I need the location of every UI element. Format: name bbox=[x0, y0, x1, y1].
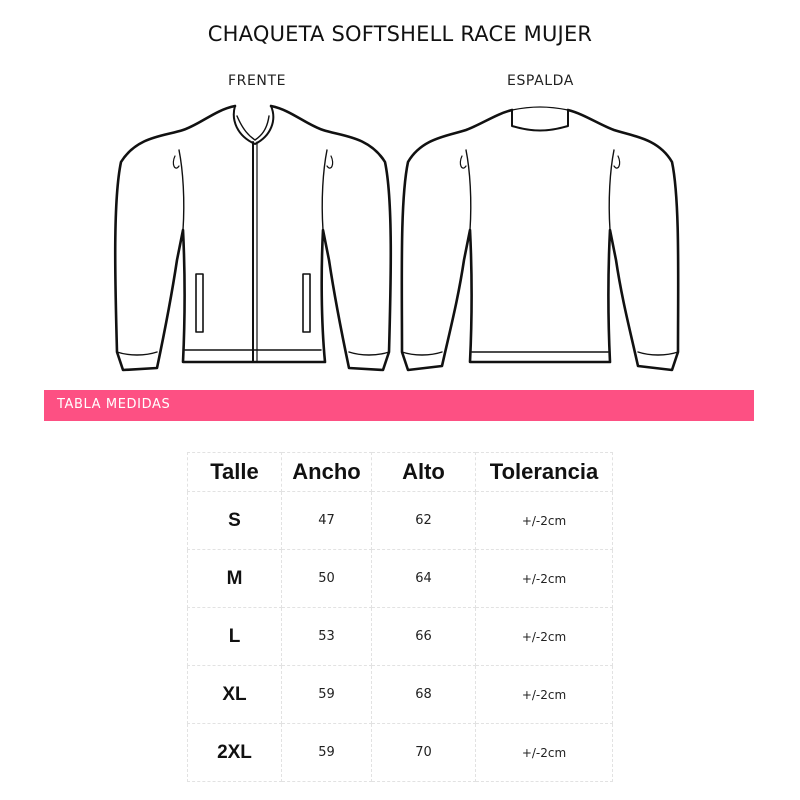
tolerance-cell: +/-2cm bbox=[476, 608, 613, 666]
column-header-ancho: Ancho bbox=[282, 453, 372, 492]
page-title: CHAQUETA SOFTSHELL RACE MUJER bbox=[207, 22, 593, 46]
table-row bbox=[188, 666, 613, 724]
size-cell: L bbox=[188, 608, 282, 666]
table-row bbox=[188, 724, 613, 782]
height-cell: 68 bbox=[372, 666, 476, 724]
tolerance-cell: +/-2cm bbox=[476, 666, 613, 724]
jacket-back-icon bbox=[392, 100, 688, 378]
size-cell: XL bbox=[188, 666, 282, 724]
height-cell: 62 bbox=[372, 492, 476, 550]
width-cell: 59 bbox=[282, 666, 372, 724]
width-cell: 59 bbox=[282, 724, 372, 782]
width-cell: 50 bbox=[282, 550, 372, 608]
size-cell: S bbox=[188, 492, 282, 550]
tolerance-cell: +/-2cm bbox=[476, 492, 613, 550]
back-view-label: ESPALDA bbox=[507, 73, 574, 89]
tolerance-cell: +/-2cm bbox=[476, 550, 613, 608]
front-view-label: FRENTE bbox=[228, 73, 287, 89]
height-cell: 66 bbox=[372, 608, 476, 666]
column-header-alto: Alto bbox=[372, 453, 476, 492]
size-cell: 2XL bbox=[188, 724, 282, 782]
band-label: TABLA MEDIDAS bbox=[57, 397, 171, 412]
table-row bbox=[188, 492, 613, 550]
column-header-tolerancia: Tolerancia bbox=[476, 453, 613, 492]
tolerance-cell: +/-2cm bbox=[476, 724, 613, 782]
jacket-front-icon bbox=[105, 100, 401, 378]
table-header-row bbox=[188, 453, 613, 492]
size-table bbox=[187, 452, 613, 782]
height-cell: 70 bbox=[372, 724, 476, 782]
column-header-talle: Talle bbox=[188, 453, 282, 492]
height-cell: 64 bbox=[372, 550, 476, 608]
width-cell: 53 bbox=[282, 608, 372, 666]
table-row bbox=[188, 550, 613, 608]
size-cell: M bbox=[188, 550, 282, 608]
width-cell: 47 bbox=[282, 492, 372, 550]
table-row bbox=[188, 608, 613, 666]
measurements-band bbox=[44, 390, 754, 421]
